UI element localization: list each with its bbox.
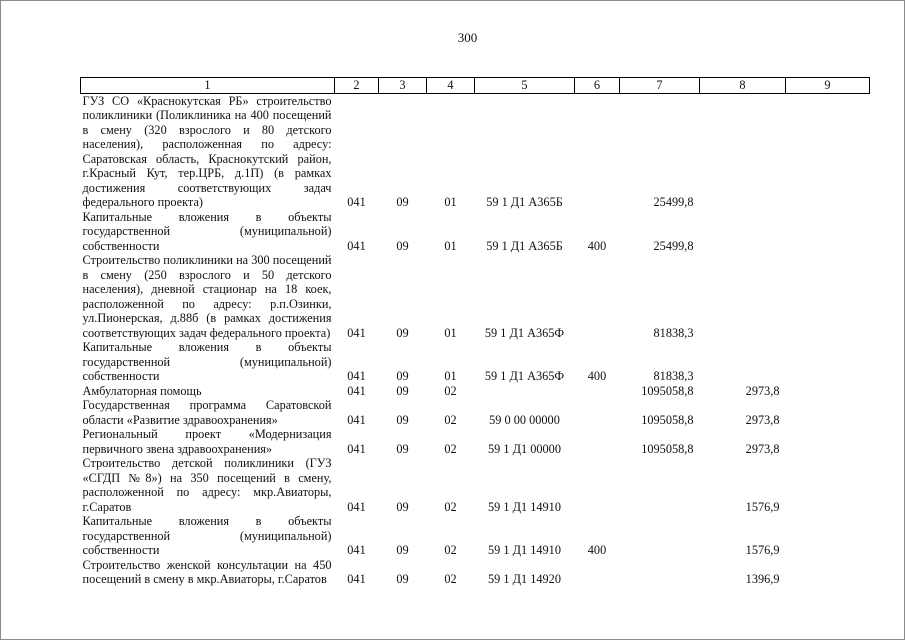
table-row <box>81 253 870 340</box>
column-header: 3 <box>379 78 427 94</box>
row-name: Государственная программа Саратовской области «Развитие здравоохранения» <box>82 398 332 427</box>
row-amount-col7: 1095058,8 <box>641 441 694 456</box>
row-amount-col8: 2973,8 <box>745 383 780 398</box>
row-subsection: 02 <box>444 543 457 557</box>
column-header: 9 <box>786 78 870 94</box>
row-amount-col9 <box>786 253 870 340</box>
row-expense-type: 400 <box>587 543 607 557</box>
row-amount-col7: 25499,8 <box>653 195 694 209</box>
row-amount-col9 <box>786 398 870 427</box>
column-header: 7 <box>620 78 700 94</box>
row-target-article: 59 0 00 00000 <box>489 412 560 427</box>
row-section: 09 <box>396 441 409 456</box>
table-row <box>81 398 870 427</box>
row-amount-col7 <box>620 514 700 558</box>
row-target-article: 59 1 Д1 00000 <box>488 441 561 456</box>
row-amount-col8 <box>700 210 786 254</box>
row-name: Капитальные вложения в объекты государственной (муниципальной) собственности <box>82 340 332 383</box>
column-header: 2 <box>335 78 379 94</box>
row-subsection: 01 <box>444 238 457 253</box>
row-amount-col7 <box>620 456 700 514</box>
row-amount-col7: 81838,3 <box>653 325 694 340</box>
row-name: Строительство женской консультации на 450 посещений в смену в мкр.Авиаторы, г.Саратов <box>82 557 332 586</box>
row-subsection: 01 <box>444 369 457 383</box>
row-section: 09 <box>396 572 409 586</box>
column-header: 8 <box>700 78 786 94</box>
table-row <box>81 340 870 384</box>
row-name: Капитальные вложения в объекты государственной (муниципальной) собственности <box>82 514 332 557</box>
row-amount-col9 <box>786 427 870 456</box>
row-expense-type <box>575 398 620 427</box>
row-subsection: 02 <box>444 383 457 398</box>
row-section: 09 <box>396 195 409 209</box>
row-expense-type <box>575 384 620 399</box>
table-row <box>81 210 870 254</box>
row-amount-col7: 1095058,8 <box>641 383 694 398</box>
row-amount-col9 <box>786 456 870 514</box>
row-ministry-code: 041 <box>347 238 366 253</box>
row-section: 09 <box>396 543 409 557</box>
row-section: 09 <box>396 238 409 253</box>
row-expense-type <box>575 558 620 587</box>
row-amount-col7: 25499,8 <box>653 238 694 253</box>
row-section: 09 <box>396 325 409 340</box>
row-expense-type <box>575 456 620 514</box>
row-name: ГУЗ СО «Краснокутская РБ» строительство поликлиники (Поликлиника на 400 посещений в смену (320 взрослого и 80 детского населения), расположенная по адресу: Саратовская область, Краснокутский район, г.Красный Кут, тер.ЦРБ, д.1П) (в рамках достижения соответствующих задач федерального проекта) <box>82 93 332 209</box>
row-ministry-code: 041 <box>347 369 366 383</box>
row-name: Амбулаторная помощь <box>82 383 202 398</box>
row-expense-type <box>575 93 620 210</box>
row-name: Строительство поликлиники на 300 посещений в смену (250 взрослого и 50 детского населения), дневной стационар на 18 коек, расположенной по адресу: р.п.Озинки, ул.Пионерская, д.88б (в рамках достижения соответствующих задач федерального проекта) <box>82 253 332 340</box>
row-subsection: 02 <box>444 572 457 586</box>
row-section: 09 <box>396 499 409 514</box>
budget-table <box>80 77 870 587</box>
row-amount-col8: 2973,8 <box>745 441 780 456</box>
column-header: 4 <box>427 78 475 94</box>
row-amount-col9 <box>786 514 870 558</box>
table-row <box>81 384 870 399</box>
row-target-article: 59 1 Д1 14920 <box>488 572 561 586</box>
row-target-article: 59 1 Д1 А365Б <box>486 195 563 209</box>
row-ministry-code: 041 <box>347 499 366 514</box>
row-ministry-code: 041 <box>347 412 366 427</box>
row-ministry-code: 041 <box>347 195 366 209</box>
row-target-article: 59 1 Д1 А365Ф <box>484 325 565 340</box>
row-amount-col9 <box>786 210 870 254</box>
table-row <box>81 456 870 514</box>
row-amount-col9 <box>786 384 870 399</box>
row-target-article: 59 1 Д1 14910 <box>488 499 561 514</box>
row-ministry-code: 041 <box>347 383 366 398</box>
row-name: Строительство детской поликлиники (ГУЗ «СГДП №8») на 350 посещений в смену, расположенной по адресу: мкр.Авиаторы, г.Саратов <box>82 456 332 514</box>
table-row <box>81 93 870 210</box>
row-amount-col7: 81838,3 <box>653 369 694 383</box>
row-amount-col8 <box>700 340 786 384</box>
row-expense-type <box>575 253 620 340</box>
row-amount-col9 <box>786 558 870 587</box>
table-row <box>81 558 870 587</box>
header-row <box>81 78 870 94</box>
row-ministry-code: 041 <box>347 325 366 340</box>
table-row <box>81 427 870 456</box>
row-amount-col7: 1095058,8 <box>641 412 694 427</box>
row-section: 09 <box>396 412 409 427</box>
column-header: 1 <box>81 78 335 94</box>
row-ministry-code: 041 <box>347 572 366 586</box>
row-amount-col8: 1576,9 <box>745 499 780 514</box>
row-target-article: 59 1 Д1 А365Б <box>486 238 563 253</box>
page-number: 300 <box>457 30 478 45</box>
row-amount-col8 <box>700 93 786 210</box>
row-amount-col9 <box>786 340 870 384</box>
row-subsection: 02 <box>444 412 457 427</box>
row-amount-col7 <box>620 558 700 587</box>
row-ministry-code: 041 <box>347 441 366 456</box>
row-amount-col8: 2973,8 <box>745 412 780 427</box>
row-amount-col9 <box>786 93 870 210</box>
row-amount-col8: 1576,9 <box>745 543 780 557</box>
row-expense-type <box>575 427 620 456</box>
row-name: Региональный проект «Модернизация первичного звена здравоохранения» <box>82 427 332 456</box>
row-target-article: 59 1 Д1 14910 <box>488 543 561 557</box>
row-subsection: 01 <box>444 195 457 209</box>
row-subsection: 02 <box>444 441 457 456</box>
row-expense-type: 400 <box>587 369 607 383</box>
row-subsection: 02 <box>444 499 457 514</box>
column-header: 5 <box>475 78 575 94</box>
row-amount-col8: 1396,9 <box>745 572 780 586</box>
row-target-article: 59 1 Д1 А365Ф <box>484 369 565 383</box>
column-header: 6 <box>575 78 620 94</box>
row-ministry-code: 041 <box>347 543 366 557</box>
row-target-article <box>475 384 575 399</box>
row-name: Капитальные вложения в объекты государственной (муниципальной) собственности <box>82 209 332 253</box>
table-row <box>81 514 870 558</box>
row-section: 09 <box>396 383 409 398</box>
row-amount-col8 <box>700 253 786 340</box>
row-section: 09 <box>396 369 409 383</box>
row-expense-type: 400 <box>587 238 607 253</box>
row-subsection: 01 <box>444 325 457 340</box>
